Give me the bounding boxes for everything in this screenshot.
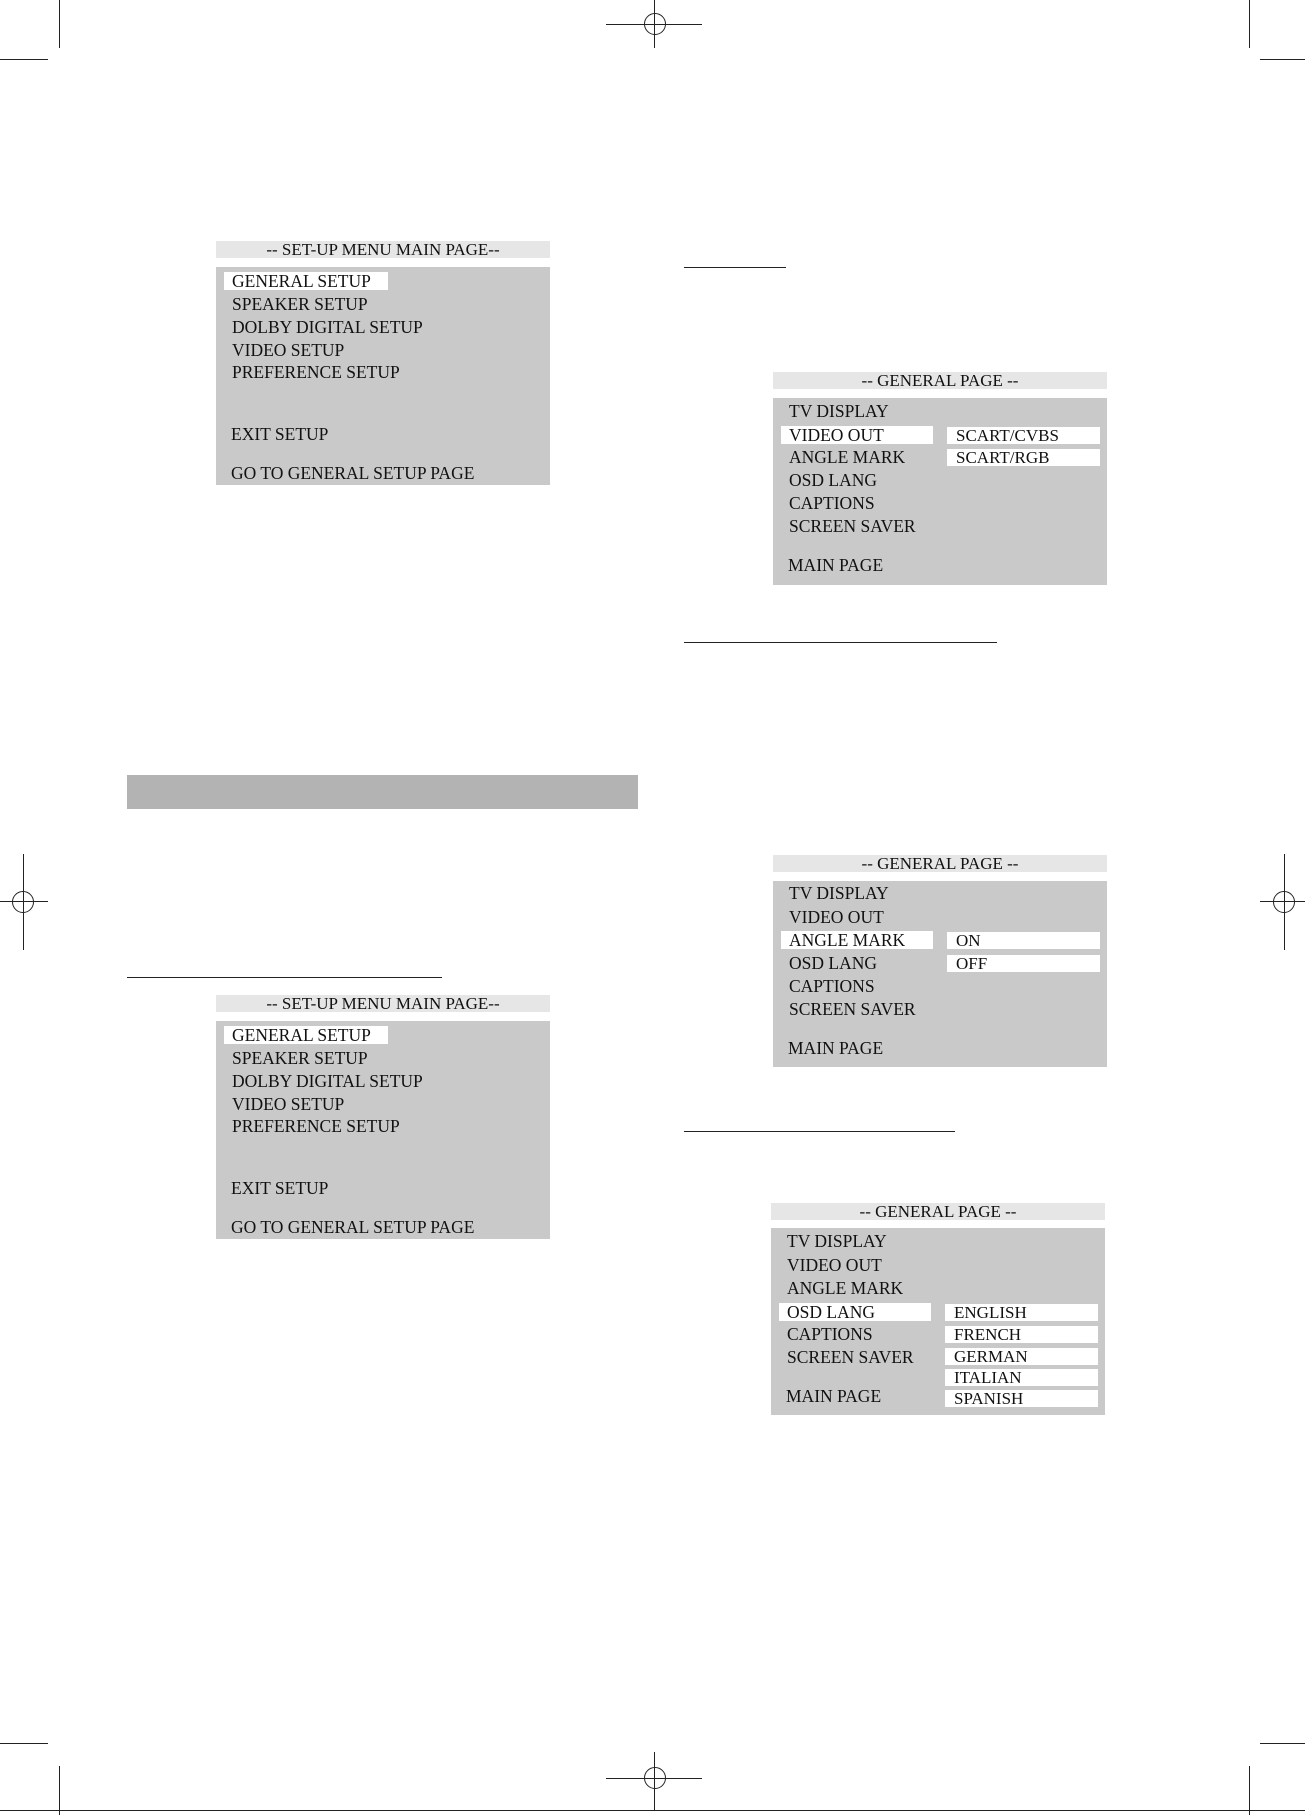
menu-title: -- SET-UP MENU MAIN PAGE-- [216,241,550,258]
option-scart-rgb[interactable]: SCART/RGB [947,449,1100,466]
general-page-osd-lang [771,1203,1105,1415]
menu-item-general-setup[interactable]: GENERAL SETUP [224,272,388,290]
option-off[interactable]: OFF [947,955,1100,972]
page-title: -- GENERAL PAGE -- [773,855,1107,872]
item-osd-lang[interactable]: OSD LANG [789,470,877,490]
option-french[interactable]: FRENCH [945,1326,1098,1343]
option-on[interactable]: ON [947,932,1100,949]
menu-item-video-setup[interactable]: VIDEO SETUP [232,340,345,360]
general-page-angle-mark [773,855,1107,1067]
menu-item-exit-setup[interactable]: EXIT SETUP [231,424,329,444]
item-video-out[interactable]: VIDEO OUT [789,907,884,927]
menu-item-general-setup[interactable]: GENERAL SETUP [224,1026,388,1044]
menu-title: -- SET-UP MENU MAIN PAGE-- [216,995,550,1012]
option-scart-cvbs[interactable]: SCART/CVBS [947,427,1100,444]
menu-item-speaker-setup[interactable]: SPEAKER SETUP [232,1048,368,1068]
item-video-out[interactable]: VIDEO OUT [781,426,933,444]
menu-item-preference-setup[interactable]: PREFERENCE SETUP [232,1116,400,1136]
item-tv-display[interactable]: TV DISPLAY [789,883,889,903]
item-main-page[interactable]: MAIN PAGE [786,1386,882,1406]
item-angle-mark[interactable]: ANGLE MARK [789,447,906,467]
section-header-bar [127,775,638,809]
item-angle-mark[interactable]: ANGLE MARK [781,931,933,949]
item-tv-display[interactable]: TV DISPLAY [787,1231,887,1251]
option-italian[interactable]: ITALIAN [945,1369,1098,1386]
menu-item-video-setup[interactable]: VIDEO SETUP [232,1094,345,1114]
option-english[interactable]: ENGLISH [945,1304,1098,1321]
general-page-video-out [773,372,1107,585]
item-osd-lang[interactable]: OSD LANG [779,1303,931,1321]
heading-rule [127,977,442,978]
heading-rule [684,1131,955,1132]
item-video-out[interactable]: VIDEO OUT [787,1255,882,1275]
item-angle-mark[interactable]: ANGLE MARK [787,1278,904,1298]
menu-item-exit-setup[interactable]: EXIT SETUP [231,1178,329,1198]
setup-main-menu [216,995,550,1239]
menu-item-dolby-digital-setup[interactable]: DOLBY DIGITAL SETUP [232,1071,423,1091]
menu-status-goto: GO TO GENERAL SETUP PAGE [231,463,475,483]
page-title: -- GENERAL PAGE -- [773,372,1107,389]
item-screen-saver[interactable]: SCREEN SAVER [787,1347,914,1367]
option-spanish[interactable]: SPANISH [945,1390,1098,1407]
heading-rule [684,267,786,268]
item-main-page[interactable]: MAIN PAGE [788,1038,884,1058]
option-german[interactable]: GERMAN [945,1348,1098,1365]
item-captions[interactable]: CAPTIONS [789,493,875,513]
page-title: -- GENERAL PAGE -- [771,1203,1105,1220]
item-osd-lang[interactable]: OSD LANG [789,953,877,973]
menu-item-preference-setup[interactable]: PREFERENCE SETUP [232,362,400,382]
menu-status-goto: GO TO GENERAL SETUP PAGE [231,1217,475,1237]
menu-item-dolby-digital-setup[interactable]: DOLBY DIGITAL SETUP [232,317,423,337]
item-screen-saver[interactable]: SCREEN SAVER [789,999,916,1019]
item-screen-saver[interactable]: SCREEN SAVER [789,516,916,536]
item-captions[interactable]: CAPTIONS [789,976,875,996]
heading-rule [684,642,997,643]
menu-item-speaker-setup[interactable]: SPEAKER SETUP [232,294,368,314]
item-captions[interactable]: CAPTIONS [787,1324,873,1344]
item-tv-display[interactable]: TV DISPLAY [789,401,889,421]
item-main-page[interactable]: MAIN PAGE [788,555,884,575]
setup-main-menu [216,241,550,485]
